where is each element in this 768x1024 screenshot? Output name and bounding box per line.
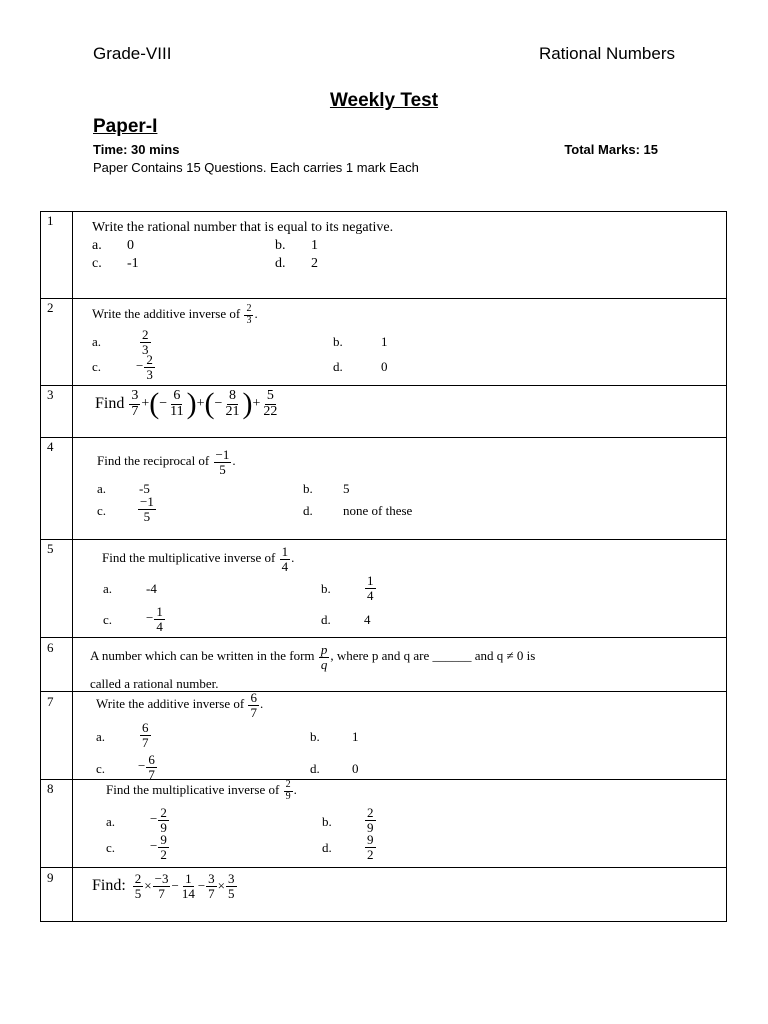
option-value: none of these bbox=[343, 503, 413, 518]
fraction: $\frac{2}{3}$ bbox=[142, 327, 149, 357]
option-label: c. bbox=[97, 503, 107, 518]
fraction: $\frac{6}{7}$ bbox=[250, 690, 257, 720]
fraction: $\frac{2}{5}$ bbox=[134, 871, 142, 901]
option-label: c. bbox=[92, 256, 102, 271]
option-value: -1 bbox=[127, 256, 139, 271]
fraction: $\frac{1}{4}$ bbox=[281, 544, 289, 574]
option-value: 0 bbox=[352, 761, 359, 776]
option-label: a. bbox=[106, 814, 116, 829]
option-value: 5 bbox=[343, 481, 350, 496]
question-number: 8 bbox=[47, 781, 54, 796]
option-value: 2 bbox=[311, 256, 318, 271]
option-label: a. bbox=[92, 238, 102, 253]
option-label: b. bbox=[303, 481, 313, 496]
fraction: $\frac{-3}{7}$ bbox=[154, 871, 169, 901]
fraction: $\frac{2}{9}$ bbox=[285, 779, 291, 802]
question-text: , where p and q are ______ and q ≠ 0 is bbox=[330, 648, 536, 664]
question-number: 5 bbox=[47, 541, 54, 556]
fraction: $\frac{-1}{5}$ bbox=[140, 494, 154, 524]
option-value: 1 bbox=[381, 334, 388, 349]
option-label: d. bbox=[322, 840, 332, 855]
fraction: $\frac{3}{7}$ bbox=[208, 871, 215, 901]
fraction: $\frac{8}{21}$ bbox=[225, 388, 240, 419]
question-number: 9 bbox=[47, 870, 54, 885]
option-value: 1 bbox=[311, 238, 318, 253]
option-label: c. bbox=[106, 840, 116, 855]
option-label: d. bbox=[303, 503, 313, 518]
fraction: $\frac{2}{3}$ bbox=[246, 303, 252, 326]
option-label: a. bbox=[96, 729, 106, 744]
option-label: b. bbox=[275, 238, 286, 253]
fraction: $\frac{1}{4}$ bbox=[156, 604, 163, 634]
question-text: A number which can be written in the form bbox=[90, 648, 315, 664]
option-value: -5 bbox=[139, 481, 150, 496]
instructions: Paper Contains 15 Questions. Each carries 1 mark Each bbox=[93, 160, 419, 175]
question-number: 6 bbox=[47, 640, 54, 655]
option-label: c. bbox=[96, 761, 106, 776]
option-value: 4 bbox=[364, 612, 371, 627]
grade-label: Grade-VIII bbox=[93, 44, 172, 63]
option-label: d. bbox=[333, 359, 343, 374]
option-value: 0 bbox=[127, 238, 134, 253]
option-label: d. bbox=[321, 612, 331, 627]
question-text: Write the rational number that is equal to its negative. bbox=[92, 220, 394, 235]
fraction: $\frac{6}{7}$ bbox=[148, 752, 155, 782]
question-text: Write the additive inverse of bbox=[92, 305, 241, 321]
option-label: c. bbox=[103, 612, 113, 627]
fraction: $\frac{p}{q}$ bbox=[320, 642, 328, 672]
question-number: 3 bbox=[47, 387, 54, 402]
subject-label: Rational Numbers bbox=[538, 44, 675, 63]
fraction: $\frac{5}{22}$ bbox=[263, 388, 278, 419]
fraction: $\frac{3}{7}$ bbox=[131, 388, 139, 419]
question-number: 4 bbox=[47, 439, 54, 454]
fraction: $\frac{2}{9}$ bbox=[367, 805, 374, 835]
option-label: b. bbox=[310, 729, 320, 744]
question-text: Find the reciprocal of bbox=[97, 453, 210, 469]
option-label: b. bbox=[321, 581, 331, 596]
fraction: $\frac{6}{11}$ bbox=[170, 388, 184, 419]
fraction: $\frac{9}{2}$ bbox=[367, 832, 374, 862]
time-label: Time: 30 mins bbox=[93, 142, 180, 157]
question-text: called a rational number. bbox=[90, 676, 219, 691]
fraction: $\frac{2}{3}$ bbox=[146, 352, 153, 382]
option-label: a. bbox=[97, 481, 107, 496]
paper-label: Paper-I bbox=[93, 116, 158, 137]
question-text: Find the multiplicative inverse of bbox=[106, 781, 280, 797]
question-number: 2 bbox=[47, 300, 54, 315]
question-number: 7 bbox=[47, 694, 54, 709]
option-label: c. bbox=[92, 359, 102, 374]
question-text: Find the multiplicative inverse of bbox=[102, 550, 276, 566]
fraction: $\frac{3}{5}$ bbox=[228, 871, 235, 901]
fraction: $\frac{9}{2}$ bbox=[160, 832, 167, 862]
option-label: d. bbox=[275, 256, 286, 271]
total-marks-label: Total Marks: 15 bbox=[564, 142, 658, 157]
option-label: a. bbox=[103, 581, 113, 596]
option-value: -4 bbox=[146, 581, 157, 596]
option-label: d. bbox=[310, 761, 320, 776]
option-value: 1 bbox=[352, 729, 359, 744]
option-label: b. bbox=[322, 814, 332, 829]
fraction: $\frac{6}{7}$ bbox=[142, 720, 149, 750]
fraction: $\frac{1}{4}$ bbox=[367, 573, 374, 603]
question-text: Find: bbox=[92, 877, 126, 895]
fraction: $\frac{1}{14}$ bbox=[181, 871, 195, 901]
question-text: Find bbox=[95, 395, 125, 413]
option-label: b. bbox=[333, 334, 343, 349]
page-title: Weekly Test bbox=[329, 90, 439, 111]
option-label: a. bbox=[92, 334, 102, 349]
question-number: 1 bbox=[47, 213, 54, 228]
option-value: 0 bbox=[381, 359, 388, 374]
fraction: $\frac{2}{9}$ bbox=[160, 805, 167, 835]
question-text: Write the additive inverse of bbox=[96, 696, 245, 712]
fraction: $\frac{-1}{5}$ bbox=[215, 447, 230, 477]
